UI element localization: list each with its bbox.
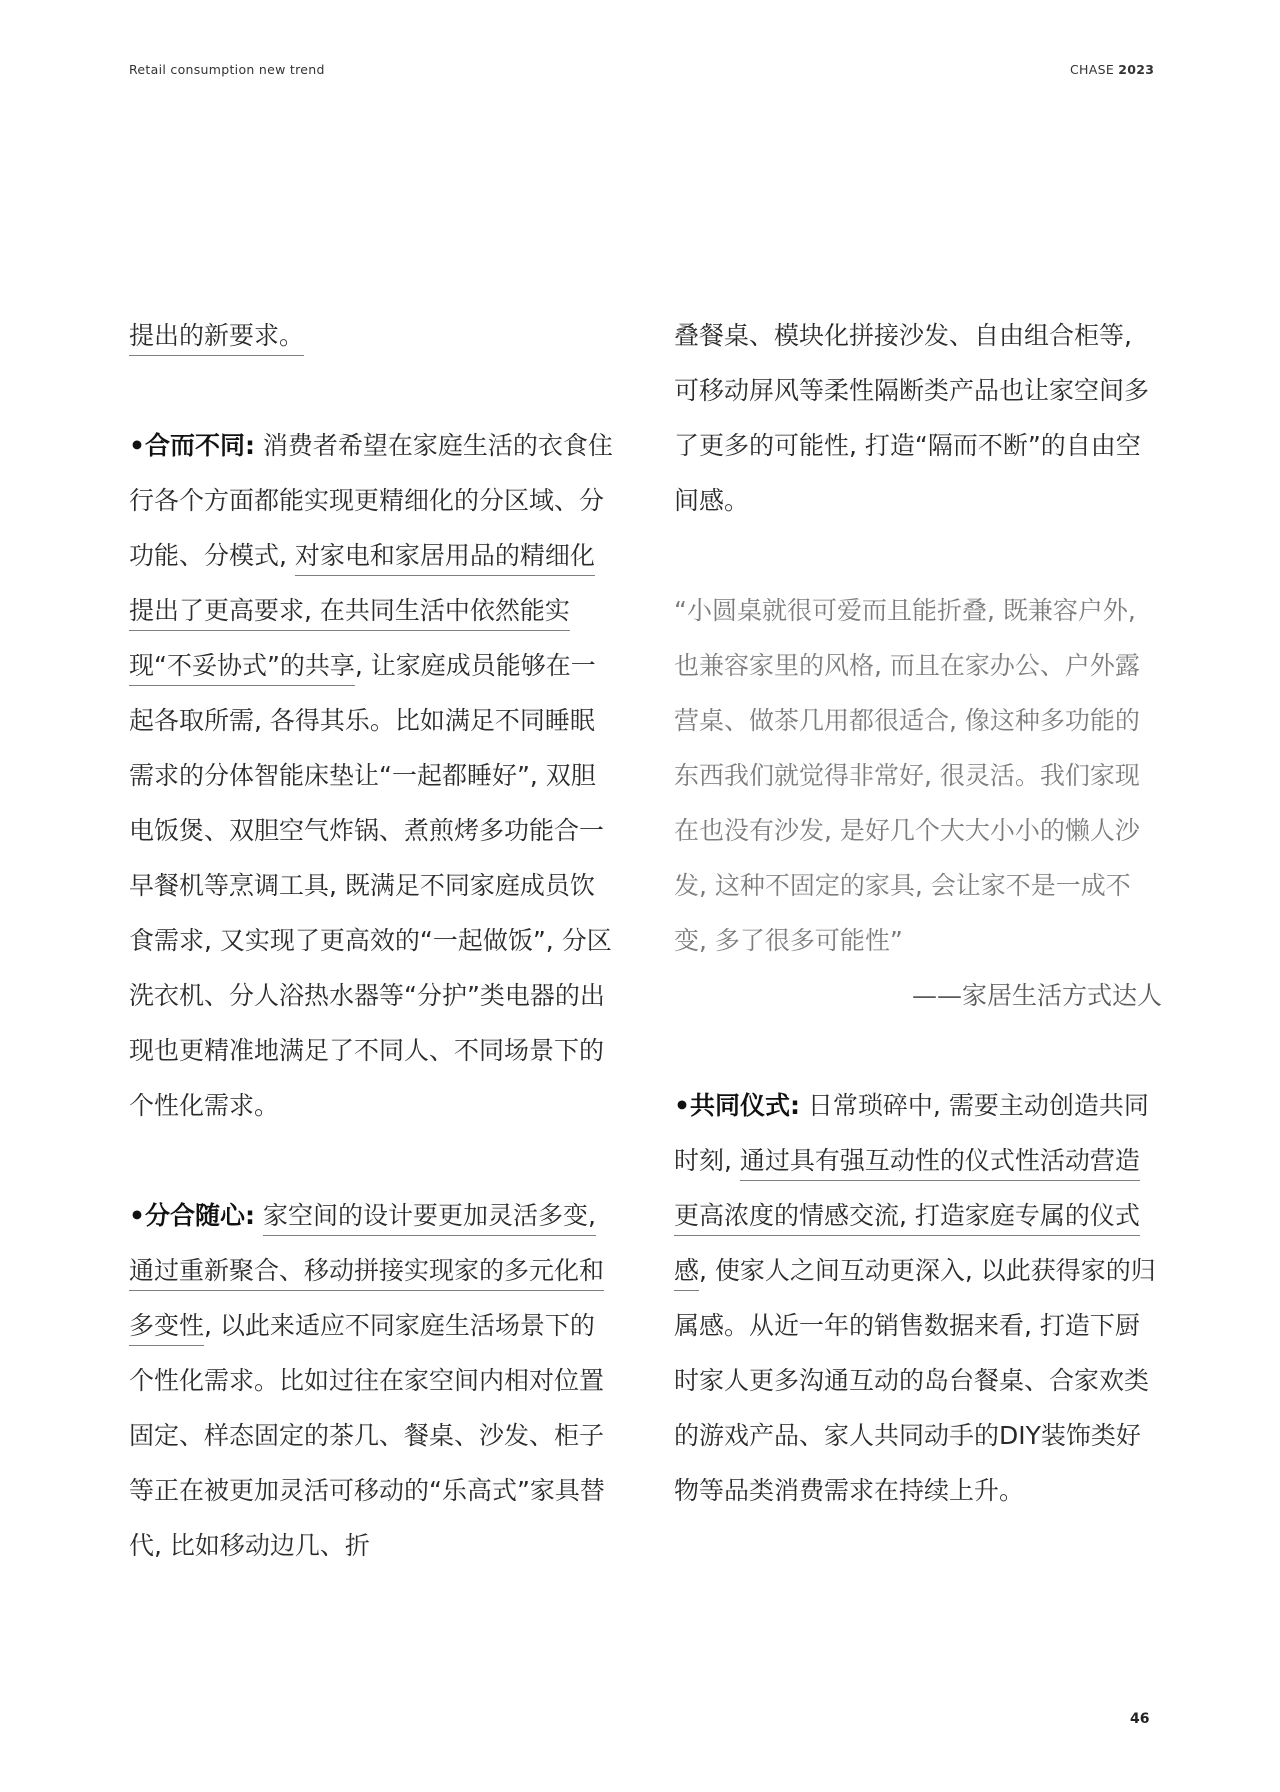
section-text: , 使家人之间互动更深入, 以此获得家的归属感。从近一年的销售数据来看, 打造下厨时家人更多沟通互动的岛台餐桌、合家欢类的游戏产品、家人共同动手的DIY装饰类好物等品类消费需求在持续上升。 — [674, 1256, 1156, 1505]
pull-quote: “小圆桌就很可爱而且能折叠, 既兼容户外, 也兼容家里的风格, 而且在家办公、户外露营桌、做茶几用都很适合, 像这种多功能的东西我们就觉得非常好, 很灵活。我们家现在也没有沙发, 是好几个大大小小的懒人沙发, 这种不固定的家具, 会让家不是一成不变, 多了很多可能性” — [674, 596, 1140, 955]
section-text: 日常琐碎中, 需要主动创造共同时刻, — [674, 1091, 1149, 1175]
brand-year: 2023 — [1118, 62, 1155, 77]
section-text — [255, 1201, 263, 1230]
quote-attribution: ——家居生活方式达人 — [911, 981, 1162, 1010]
right-column — [674, 308, 1162, 1518]
section-text: 消费者希望在家庭生活的衣食住行各个方面都能实现更精细化的分区域、分功能、分模式, — [129, 431, 613, 570]
section-title: •分合随心: — [129, 1201, 255, 1230]
left-column — [129, 308, 617, 1573]
section-title: •共同仪式: — [674, 1091, 800, 1120]
section-text: , 以此来适应不同家庭生活场景下的个性化需求。比如过往在家空间内相对位置固定、样态固定的茶几、餐桌、沙发、柜子等正在被更加灵活可移动的“乐高式”家具替代, 比如移动边几、折 — [129, 1311, 605, 1560]
intro-tail-paragraph — [129, 308, 617, 363]
section-text: , 让家庭成员能够在一起各取所需, 各得其乐。比如满足不同睡眠需求的分体智能床垫让“一起都睡好”, 双胆电饭煲、双胆空气炸锅、煮煎烤多功能合一早餐机等烹调工具, 既满足不同家庭成员饮食需求, 又实现了更高效的“一起做饭”, 分区洗衣机、分人浴热水器等“分护”类电器的出现也更精准地满足了不同人、不同场景下的个性化需求。 — [129, 651, 612, 1120]
section-fen-he-sui-xin — [129, 1188, 617, 1573]
intro-tail-text: 提出的新要求。 — [129, 321, 305, 350]
page-number: 46 — [1130, 1711, 1150, 1727]
underlined-key-point: 家空间的设计要更加灵活多变, 通过重新聚合、移动拼接实现家的多元化和多变性 — [129, 1201, 605, 1340]
section-title: •合而不同: — [129, 431, 255, 460]
section-he-er-bu-tong — [129, 418, 617, 1133]
running-header-title: Retail consumption new trend — [129, 62, 325, 77]
continuation-paragraph: 叠餐桌、模块化拼接沙发、自由组合柜等, 可移动屏风等柔性隔断类产品也让家空间多了更多的可能性, 打造“隔而不断”的自由空间感。 — [674, 321, 1150, 515]
underlined-key-point: 对家电和家居用品的精细化提出了更高要求, 在共同生活中依然能实现“不妥协式”的共享 — [129, 541, 595, 680]
running-header-brand — [1070, 62, 1154, 77]
brand-name: CHASE — [1070, 62, 1115, 77]
section-gong-tong-yi-shi — [674, 1078, 1162, 1518]
underlined-key-point: 通过具有强互动性的仪式性活动营造更高浓度的情感交流, 打造家庭专属的仪式感 — [674, 1146, 1140, 1285]
